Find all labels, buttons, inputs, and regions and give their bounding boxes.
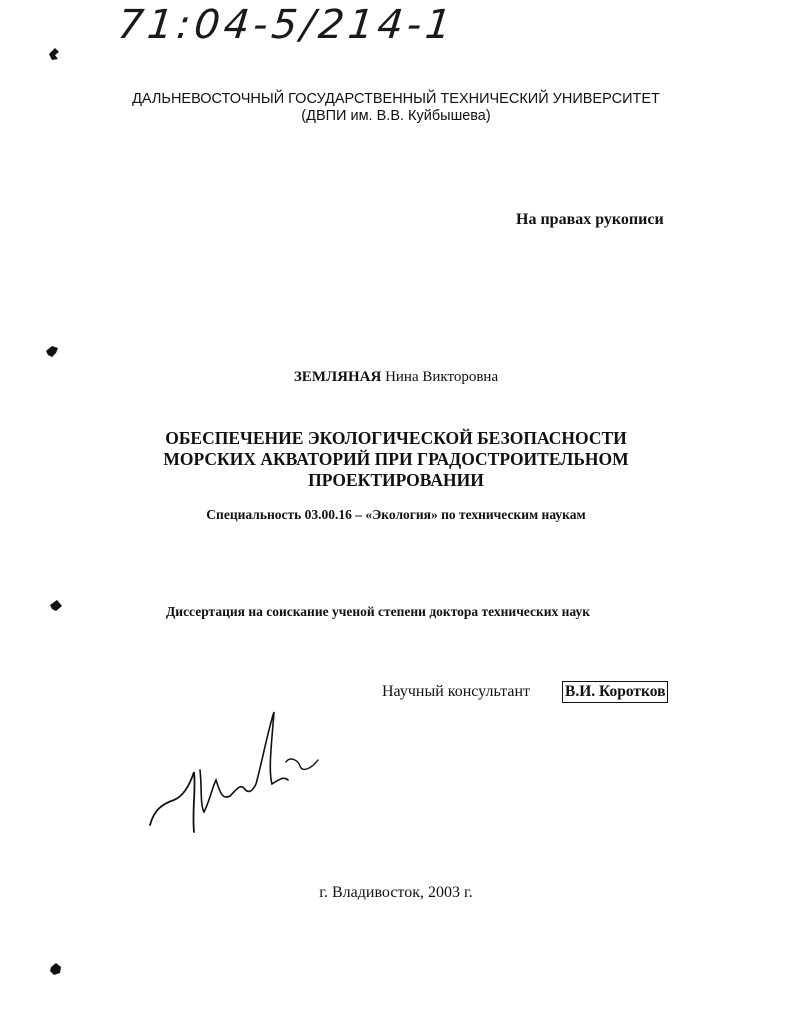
binder-hole-mark-icon xyxy=(44,343,60,359)
binder-hole-mark-icon xyxy=(46,46,62,62)
author-surname: ЗЕМЛЯНАЯ xyxy=(293,369,382,385)
author-line xyxy=(0,369,792,386)
archive-code-handwritten: 71:04-5/214-1 xyxy=(115,2,458,48)
title-line-1: ОБЕСПЕЧЕНИЕ ЭКОЛОГИЧЕСКОЙ БЕЗОПАСНОСТИ xyxy=(165,428,627,448)
university-short-name: (ДВПИ им. В.В. Куйбышева) xyxy=(301,108,491,124)
rights-note: На правах рукописи xyxy=(516,211,664,228)
consultant-label: Научный консультант xyxy=(382,683,530,700)
specialty-line: Специальность 03.00.16 – «Экология» по техническим наукам xyxy=(206,507,586,522)
thesis-title xyxy=(0,428,792,491)
university-header xyxy=(0,91,792,125)
binder-hole-mark-icon xyxy=(48,598,64,614)
title-line-3: ПРОЕКТИРОВАНИИ xyxy=(308,470,484,490)
handwritten-signature xyxy=(140,700,320,840)
consultant-name-stamp: В.И. Коротков xyxy=(562,681,668,703)
city-year: г. Владивосток, 2003 г. xyxy=(319,884,473,901)
author-given-names: Нина Викторовна xyxy=(385,369,499,385)
university-name: ДАЛЬНЕВОСТОЧНЫЙ ГОСУДАРСТВЕННЫЙ ТЕХНИЧЕСКИЙ УНИВЕРСИТЕТ xyxy=(132,91,660,107)
title-line-2: МОРСКИХ АКВАТОРИЙ ПРИ ГРАДОСТРОИТЕЛЬНОМ xyxy=(163,449,629,469)
binder-hole-mark-icon xyxy=(48,961,64,977)
dissertation-degree-line: Диссертация на соискание ученой степени доктора технических наук xyxy=(166,604,591,619)
